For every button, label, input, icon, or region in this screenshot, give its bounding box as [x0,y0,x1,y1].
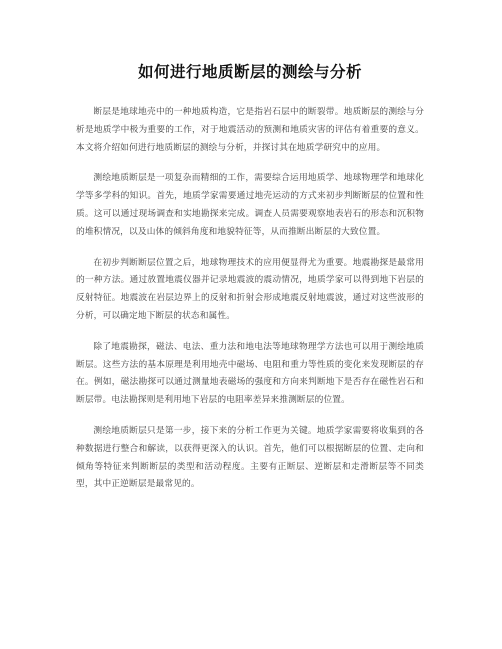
paragraph-4: 除了地震勘探，磁法、电法、重力法和地电法等地球物理学方法也可以用于测绘地质断层。这些方法的基本原理是利用地壳中磁场、电阻和重力等性质的变化来发现断层的存在。例如，磁法勘探可以通过测量地表磁场的强度和方向来判断地下是否存在磁性岩石和断层带。电法勘探则是利用地下岩层的电阻率差异来推测断层的位置。 [76,341,424,406]
paragraph-5: 测绘地质断层只是第一步，接下来的分析工作更为关键。地质学家需要将收集到的各种数据进行整合和解读，以获得更深入的认识。首先，他们可以根据断层的位置、走向和倾角等特征来判断断层的类型和活动程度。主要有正断层、逆断层和走滑断层等不同类型，其中正逆断层是最常见的。 [76,425,424,490]
paragraph-2: 测绘地质断层是一项复杂而精细的工作，需要综合运用地质学、地球物理学和地球化学等多学科的知识。首先，地质学家需要通过地壳运动的方式来初步判断断层的位置和性质。这可以通过现场调查和实地勘探来完成。调查人员需要观察地表岩石的形态和沉积物的堆积情况，以及山体的倾斜角度和地貌特征等，从而推断出断层的大致位置。 [76,173,424,237]
document-title: 如何进行地质断层的测绘与分析 [137,63,362,81]
paragraph-1: 断层是地球地壳中的一种地质构造，它是指岩石层中的断裂带。地质断层的测绘与分析是地质学中极为重要的工作，对于地震活动的预测和地质灾害的评估有着重要的意义。本文将介绍如何进行地质断层的测绘与分析，并探讨其在地质学研究中的应用。 [76,107,424,153]
paragraph-3: 在初步判断断层位置之后，地球物理技术的应用便显得尤为重要。地震勘探是最常用的一种方法。通过放置地震仪器并记录地震波的震动情况，地质学家可以得到地下岩层的反射特征。地震波在岩层边界上的反射和折射会形成地震反射地震波，通过对这些波形的分析，可以确定地下断层的状态和属性。 [76,257,424,321]
